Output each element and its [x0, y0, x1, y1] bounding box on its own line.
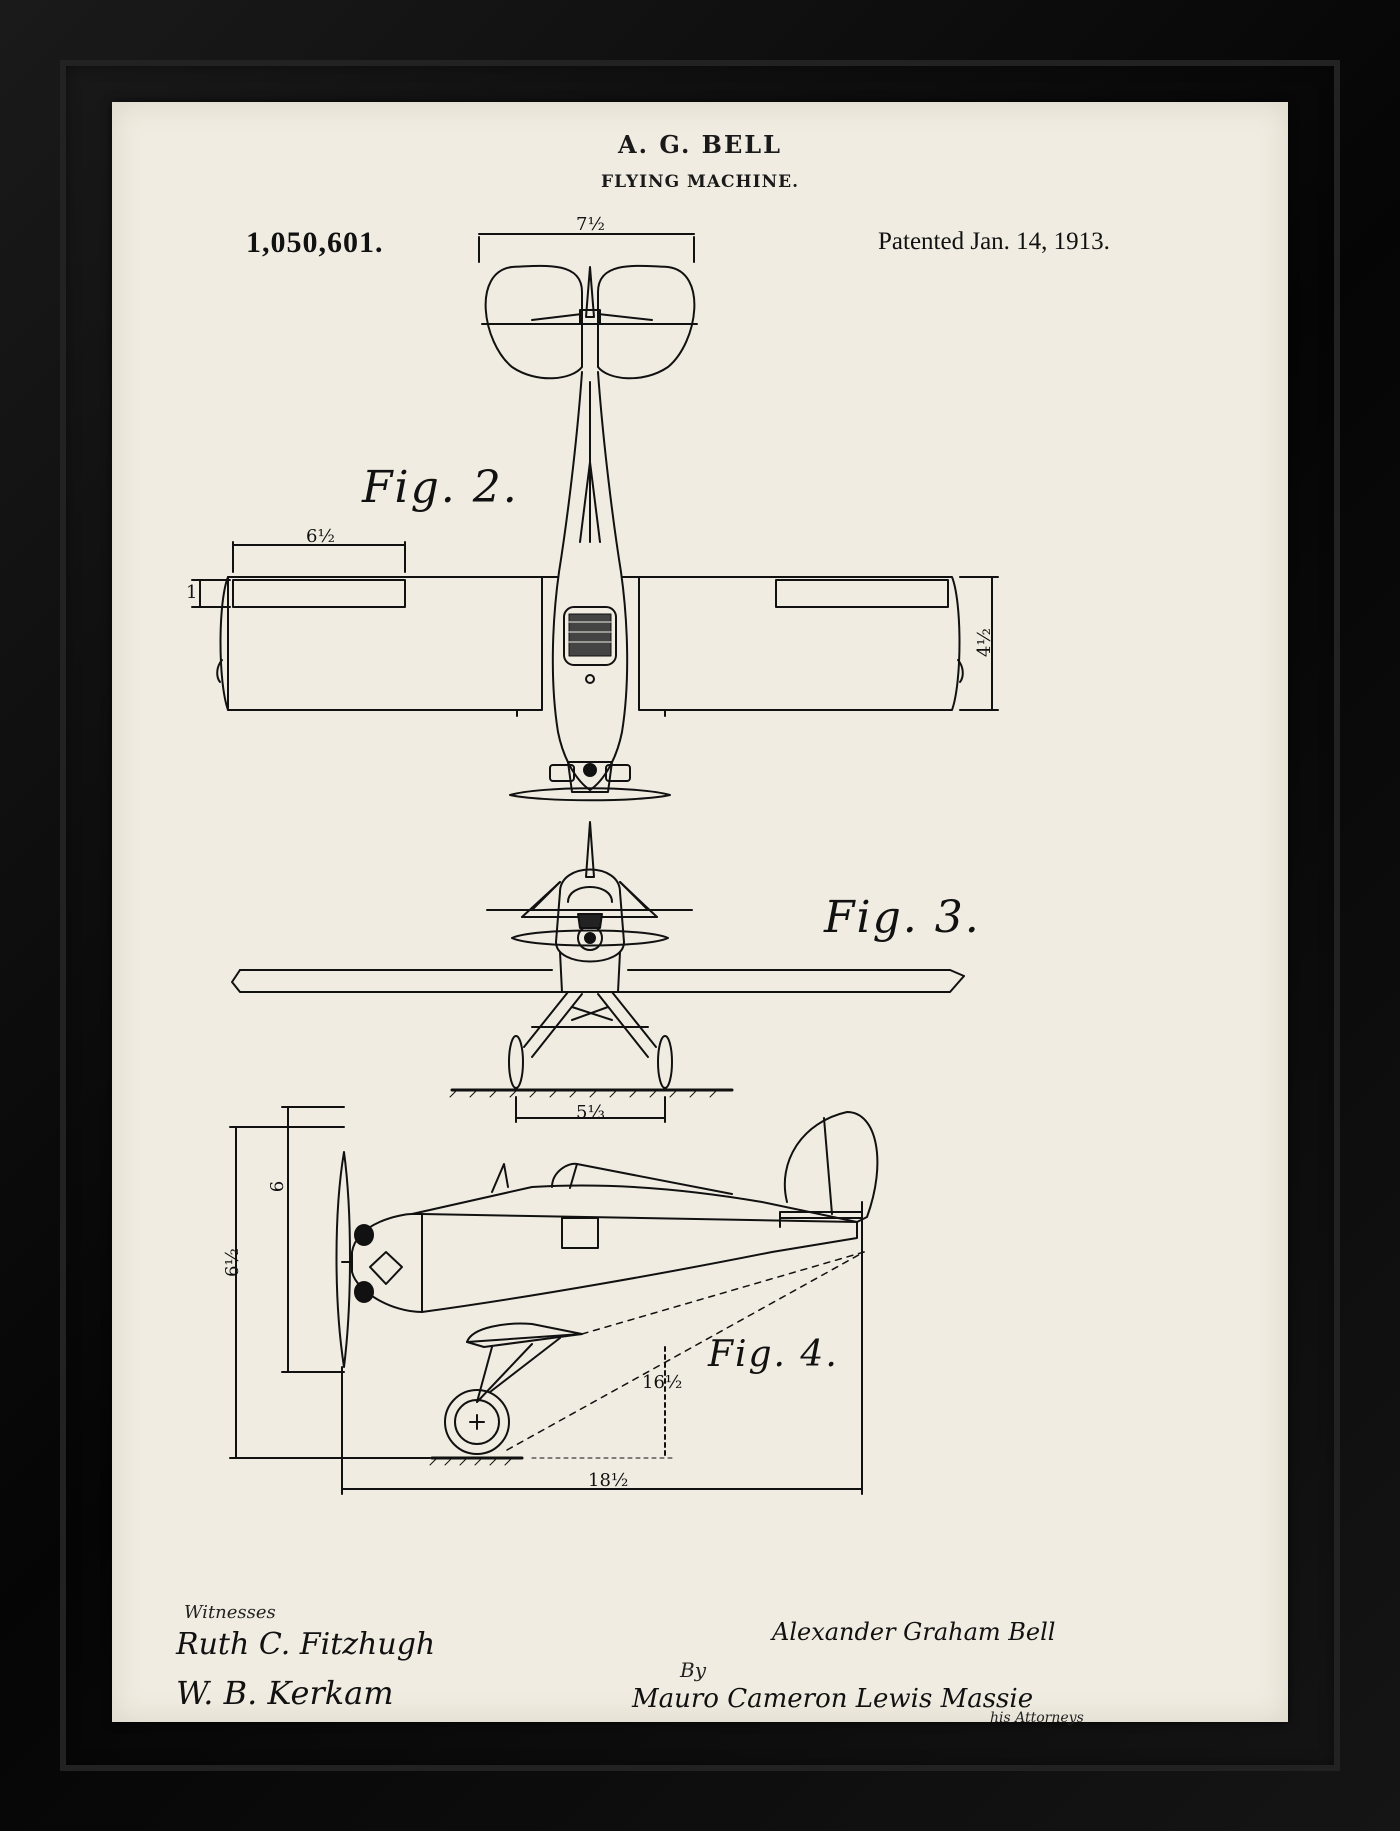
dim-wheel-track: 5⅓ — [576, 1102, 605, 1123]
dim-length: 18½ — [588, 1470, 629, 1491]
witness-2-signature: W. B. Kerkam — [176, 1674, 394, 1712]
patent-drawing — [112, 102, 1288, 1722]
by-label: By — [680, 1658, 706, 1682]
fig4-label: Fig. 4. — [708, 1334, 839, 1375]
witnesses-label: Witnesses — [184, 1602, 276, 1623]
invention-title: FLYING MACHINE. — [601, 172, 799, 192]
dim-aileron-depth: 1 — [186, 582, 198, 603]
patent-number: 1,050,601. — [246, 226, 384, 259]
fig2-top-view — [192, 234, 998, 800]
attorneys-label: his Attorneys — [990, 1710, 1084, 1726]
attorneys-signature: Mauro Cameron Lewis Massie — [632, 1684, 1034, 1714]
dim-aileron-length: 6½ — [306, 526, 335, 547]
dim-wing-chord: 4½ — [973, 628, 995, 657]
fig3-label: Fig. 3. — [824, 892, 981, 943]
patent-sheet — [112, 102, 1288, 1726]
fig2-label: Fig. 2. — [362, 462, 519, 513]
witness-1-signature: Ruth C. Fitzhugh — [176, 1627, 436, 1662]
fig3-front-view — [232, 822, 964, 1122]
dim-propeller-diameter: 6 — [267, 1180, 289, 1193]
dim-tail-span: 7½ — [576, 214, 605, 235]
dim-height-overall: 6½ — [221, 1248, 243, 1277]
dim-wing-height: 16½ — [642, 1372, 683, 1393]
fig4-side-view — [230, 1107, 877, 1494]
inventor-name: A. G. BELL — [617, 130, 782, 159]
inventor-signature: Alexander Graham Bell — [772, 1618, 1056, 1646]
patent-date: Patented Jan. 14, 1913. — [878, 228, 1110, 255]
